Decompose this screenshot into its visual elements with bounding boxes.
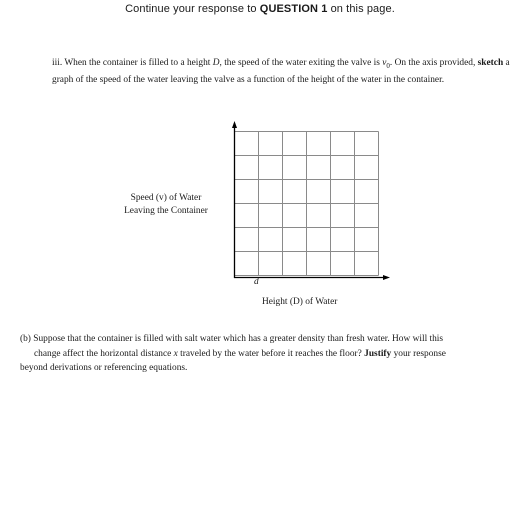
part-iii-text: . On the axis provided, <box>389 58 478 68</box>
part-b-line2 <box>20 347 514 362</box>
var-D: D <box>212 58 220 68</box>
y-axis-label-line2: Leaving the Container <box>124 206 208 216</box>
tick-label-d: d <box>254 277 259 287</box>
sketch-keyword: sketch <box>477 58 504 68</box>
var-v0-subscript: 0 <box>386 61 390 70</box>
x-axis-arrow <box>383 275 390 280</box>
part-iii-text: a graph of the speed of the water leaving the valve as a function of the height of the water in the container. <box>52 58 510 86</box>
y-axis-arrow <box>232 121 237 128</box>
part-iii-text: iii. When the container is filled to a height <box>52 58 213 68</box>
x-axis-label: Height (D) of Water <box>262 297 338 307</box>
y-axis-label-line1: Speed (v) of Water <box>130 193 202 203</box>
part-b-text: your response <box>391 348 446 359</box>
justify-keyword: Justify <box>364 348 392 359</box>
graph-grid <box>235 132 379 276</box>
part-iii-text: , the speed of the water exiting the valve is <box>219 58 383 68</box>
header-suffix: on this page. <box>330 3 395 15</box>
part-b-prompt <box>20 332 514 376</box>
var-x: x <box>173 348 178 359</box>
header-question: QUESTION 1 <box>259 3 328 15</box>
var-v0: v <box>382 58 387 68</box>
part-b-line3: beyond derivations or referencing equations. <box>20 363 188 374</box>
part-b-text: change affect the horizontal distance <box>34 348 174 359</box>
y-axis-label <box>112 192 220 218</box>
part-b-text: traveled by the water before it reaches the floor? <box>177 348 365 359</box>
part-b-line1: (b) Suppose that the container is filled with salt water which has a greater density than fresh water. How will this <box>20 334 444 344</box>
header-prefix: Continue your response to <box>125 3 257 15</box>
